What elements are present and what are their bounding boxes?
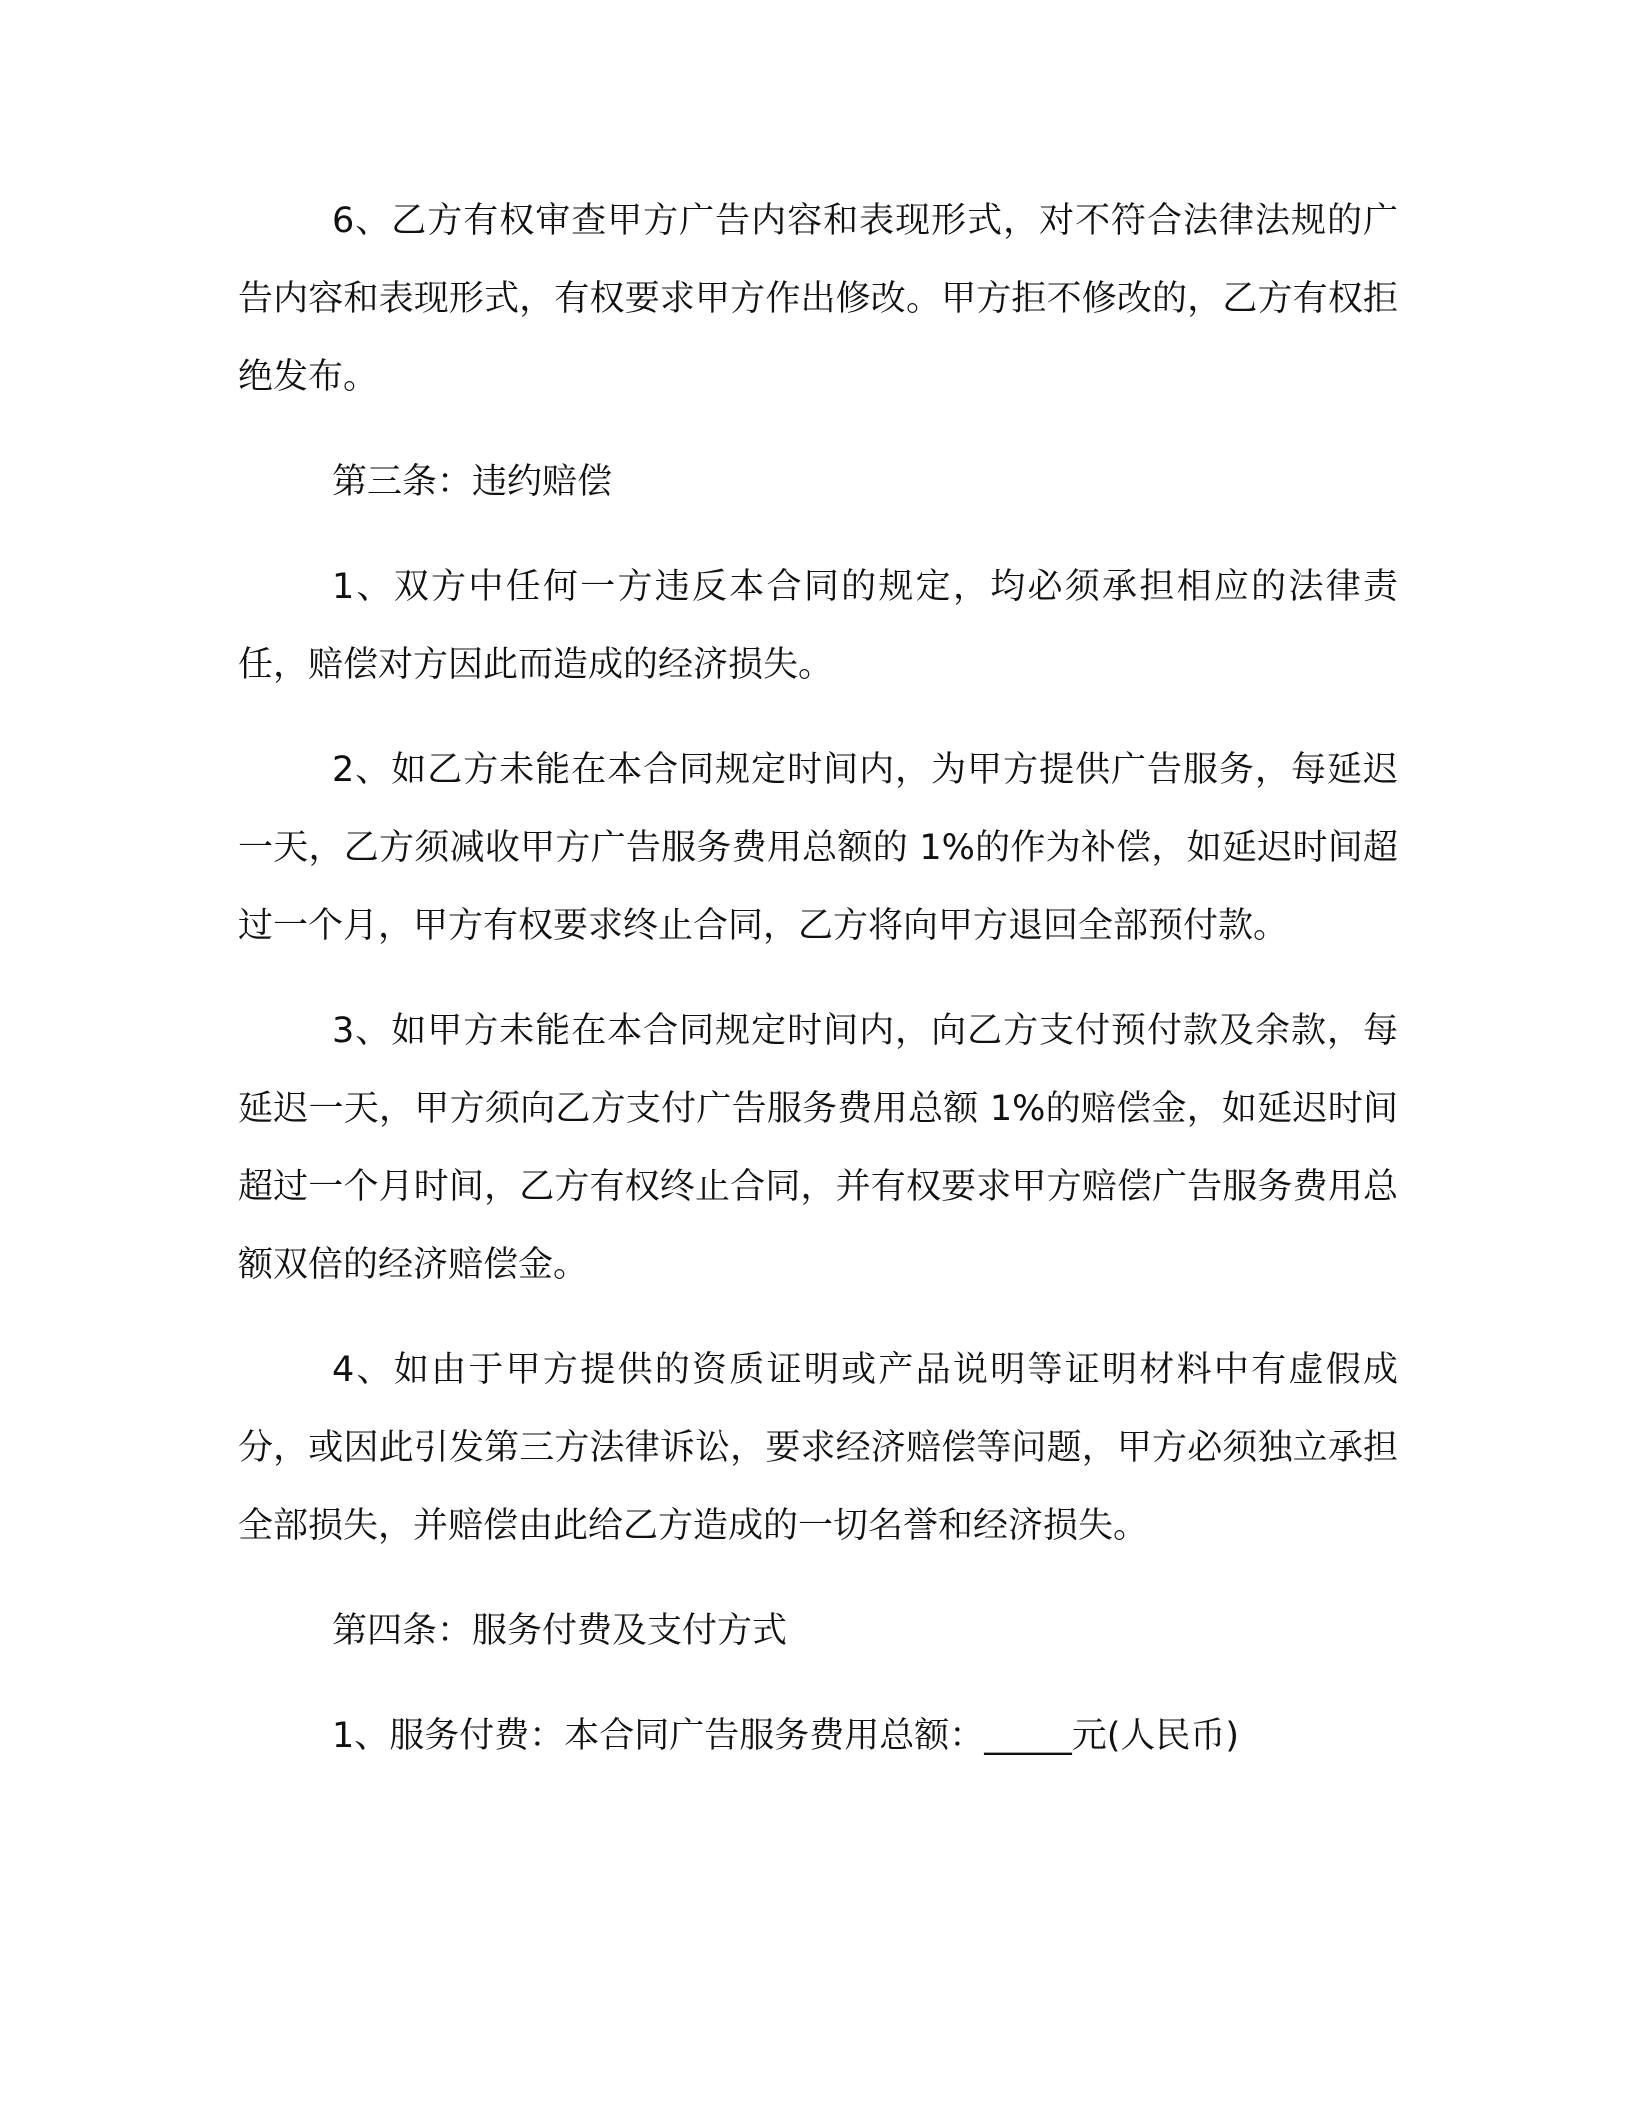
breach-clause-1-paragraph: 1、双方中任何一方违反本合同的规定，均必须承担相应的法律责任，赔偿对方因此而造成的经济损失。 — [238, 567, 1398, 685]
clause-6-paragraph: 6、乙方有权审查甲方广告内容和表现形式，对不符合法律法规的广告内容和表现形式，有权要求甲方作出修改。甲方拒不修改的，乙方有权拒绝发布。 — [238, 201, 1398, 397]
article-3-heading: 第三条：违约赔偿 — [332, 462, 613, 502]
payment-clause-1-paragraph: 1、服务付费：本合同广告服务费用总额：_____元(人民币) — [332, 1716, 1240, 1756]
breach-clause-2-paragraph: 2、如乙方未能在本合同规定时间内，为甲方提供广告服务，每延迟一天，乙方须减收甲方广告服务费用总额的 1%的作为补偿，如延迟时间超过一个月，甲方有权要求终止合同，乙方将向甲方退回全部预付款。 — [238, 750, 1398, 946]
article-4-heading: 第四条：服务付费及支付方式 — [332, 1611, 788, 1651]
breach-clause-4-paragraph: 4、如由于甲方提供的资质证明或产品说明等证明材料中有虚假成分，或因此引发第三方法律诉讼，要求经济赔偿等问题，甲方必须独立承担全部损失，并赔偿由此给乙方造成的一切名誉和经济损失。 — [238, 1350, 1398, 1546]
breach-clause-3-paragraph: 3、如甲方未能在本合同规定时间内，向乙方支付预付款及余款，每延迟一天，甲方须向乙方支付广告服务费用总额 1%的赔偿金，如延迟时间超过一个月时间，乙方有权终止合同，并有权要求甲方赔偿广告服务费用总额双倍的经济赔偿金。 — [238, 1011, 1398, 1285]
document-page — [238, 182, 1398, 1802]
